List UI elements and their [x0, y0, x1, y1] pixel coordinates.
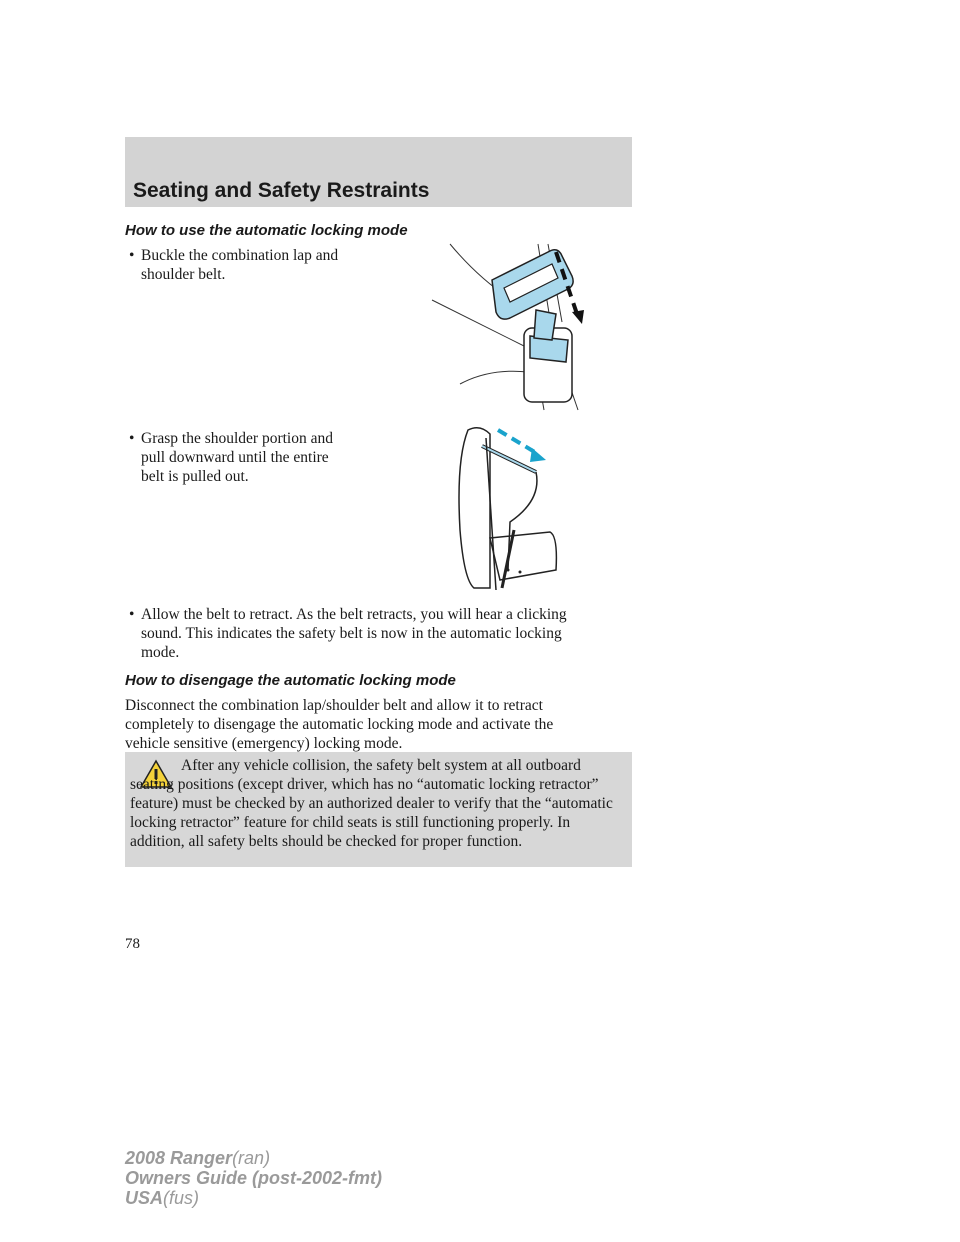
- warning-text: After any vehicle collision, the safety belt system at all outboard seating positions (except driver, which has no “automatic locking retractor” feature) must be checked by an authorized dealer to verify that the “automatic locking retractor” feature for child seats is still functioning properly. In addition, all safety belts should be checked for proper function.: [130, 757, 613, 850]
- seatbelt-buckle-illustration: [420, 232, 615, 412]
- section-header-band: [125, 137, 632, 207]
- warning-box: [125, 752, 632, 867]
- disengage-paragraph: Disconnect the combination lap/shoulder belt and allow it to retract completely to disengage the automatic locking mode and activate the vehicle sensitive (emergency) locking mode.: [125, 697, 554, 752]
- bullet-buckle-belt: Buckle the combination lap and shoulder belt.: [141, 247, 339, 283]
- footer-line-3: USA(fus): [125, 1188, 200, 1208]
- footer-line-2: Owners Guide (post-2002-fmt): [125, 1168, 383, 1188]
- page-number: 78: [125, 936, 140, 952]
- section-title: Seating and Safety Restraints: [133, 179, 430, 202]
- subheading-use-locking-mode: How to use the automatic locking mode: [125, 222, 408, 239]
- seat-shoulder-belt-illustration: [450, 420, 570, 592]
- bullet-marker: •: [129, 430, 135, 447]
- bullet-grasp-shoulder: Grasp the shoulder portion and pull downward until the entire belt is pulled out.: [141, 430, 333, 485]
- bullet-allow-retract: Allow the belt to retract. As the belt retracts, you will hear a clicking sound. This indicates the safety belt is now in the automatic locking mode.: [141, 606, 567, 661]
- bullet-marker: •: [129, 247, 135, 264]
- footer: [125, 1148, 382, 1208]
- bullet-marker: •: [129, 606, 135, 623]
- subheading-disengage-locking-mode: How to disengage the automatic locking mode: [125, 672, 456, 689]
- footer-line-1: 2008 Ranger(ran): [125, 1148, 271, 1168]
